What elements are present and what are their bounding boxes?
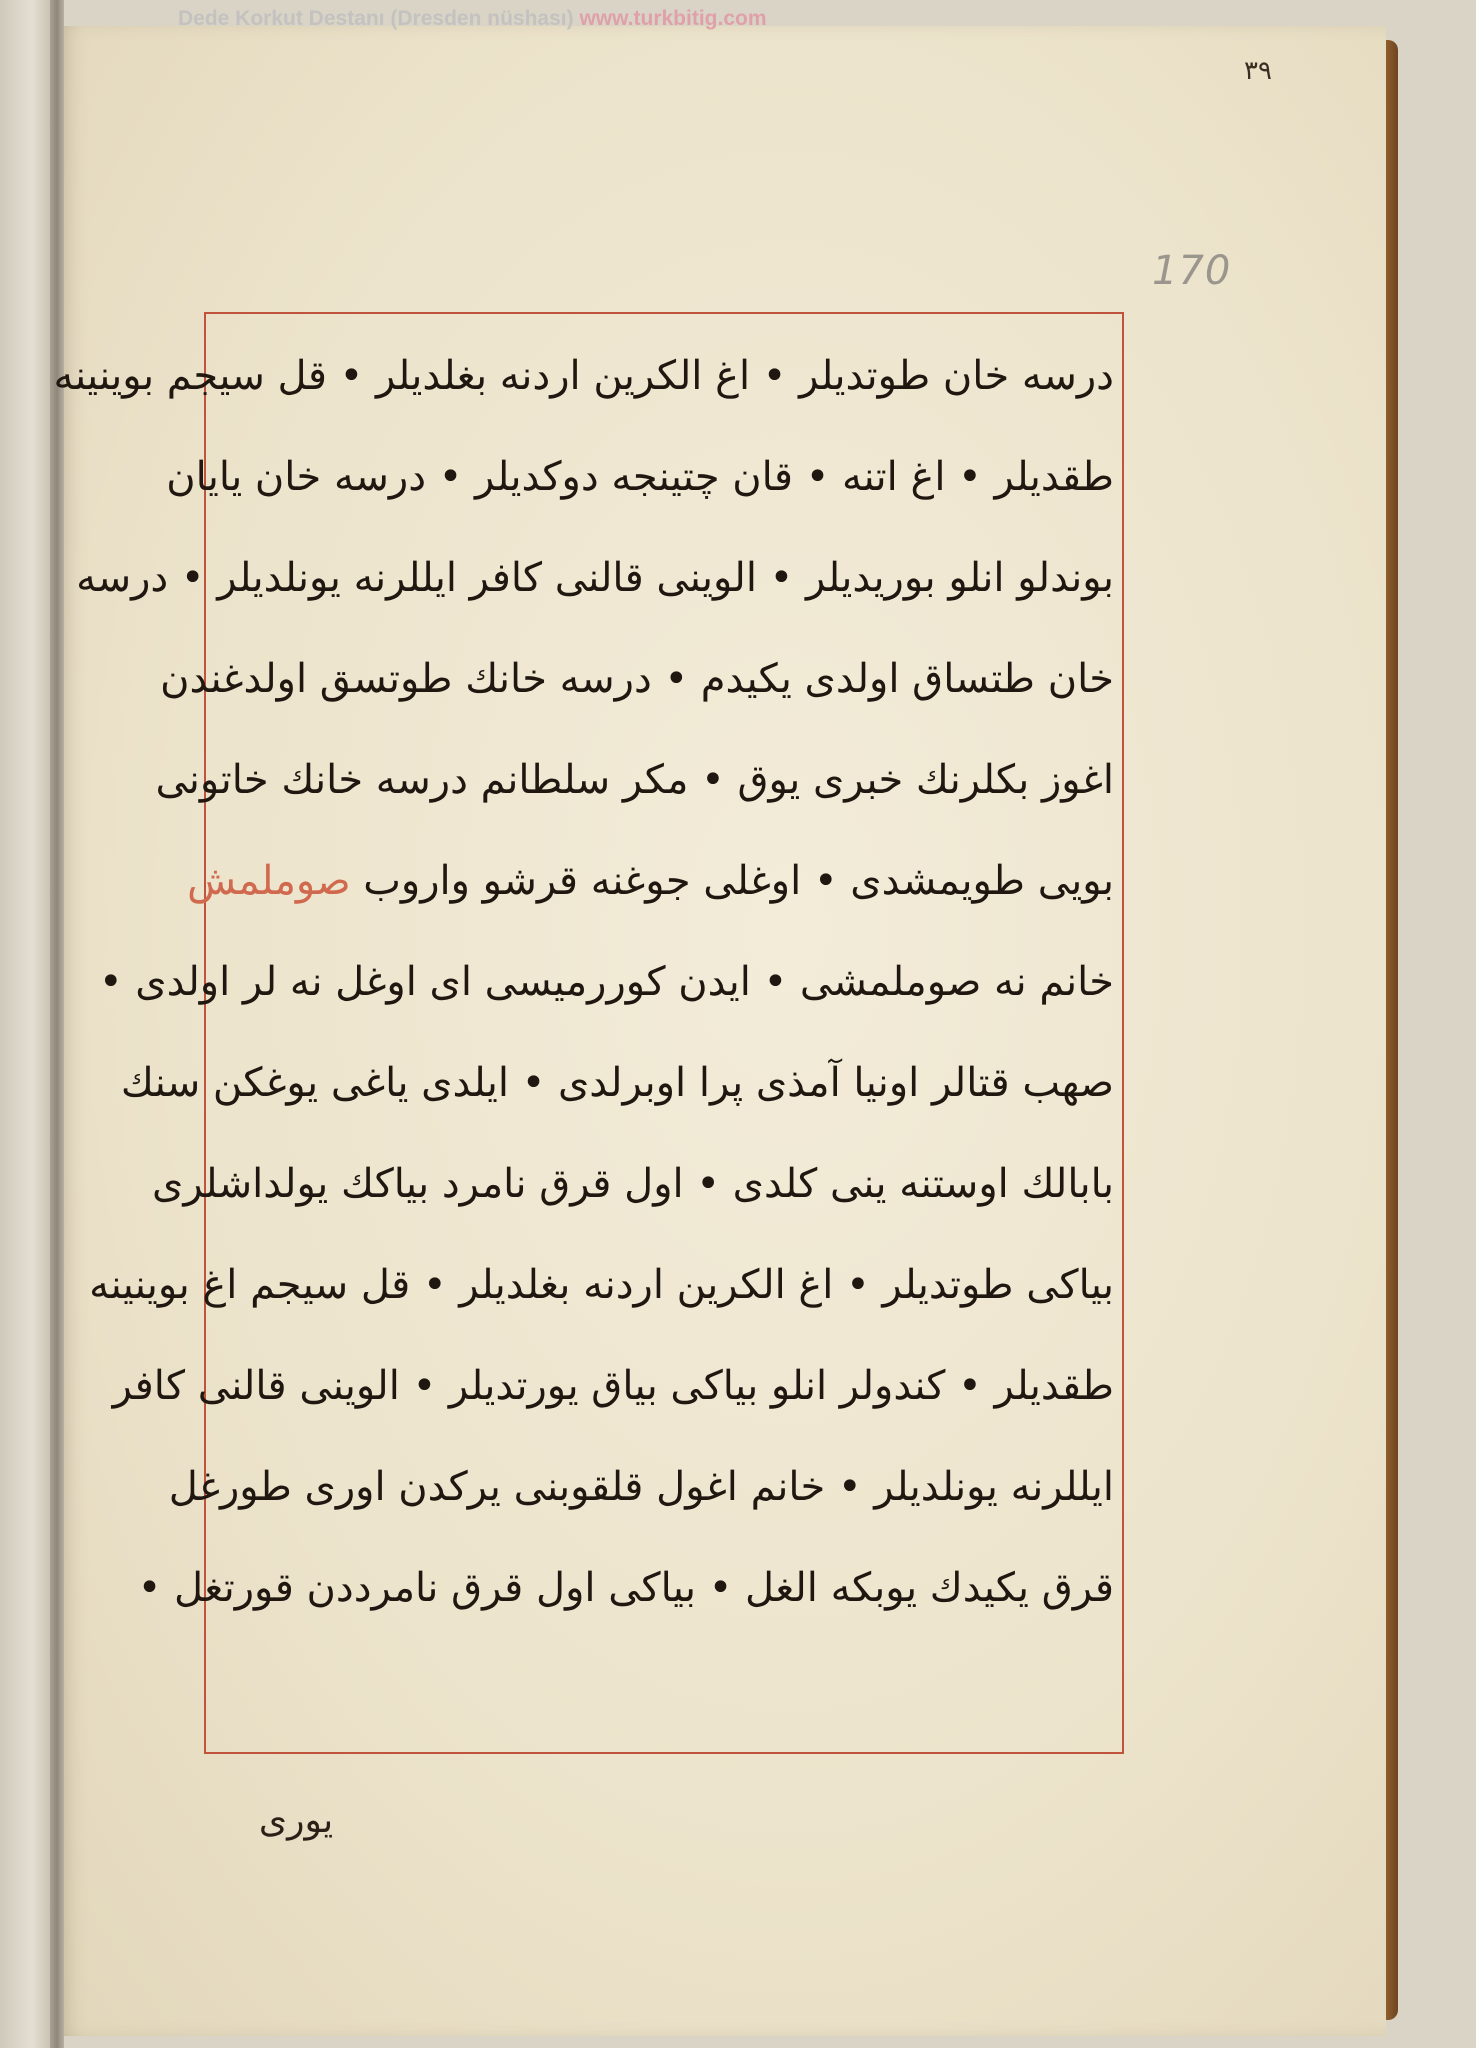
watermark-title: Dede Korkut Destanı (Dresden nüshası): [178, 7, 574, 30]
manuscript-text: [53, 326, 1114, 1736]
text-line-with-rubric: [187, 831, 1114, 932]
text-line: طقدیلر • كندولر انلو بیاكی بیاق یورتدیلر • الوینی قالنی كافر: [112, 1363, 1114, 1409]
pencil-folio-number: 170: [1152, 248, 1232, 294]
watermark-link[interactable]: www.turkbitig.com: [579, 7, 767, 30]
text-line: بوندلو انلو بوریدیلر • الوینی قالنی كافر ایللرنه یونلدیلر • درسه: [76, 555, 1114, 601]
text-line: طقدیلر • اغ اتنه • قان چتینجه دوكدیلر • درسه خان یایان: [166, 454, 1114, 500]
text-line: بیاكی طوتدیلر • اغ الكرین اردنه بغلدیلر • قل سیجم اغ بوینینه: [89, 1262, 1114, 1308]
text-line: درسه خان طوتدیلر • اغ الكرین اردنه بغلدیلر • قل سیجم بوینینه: [53, 353, 1114, 399]
text-line: صهب قتالر اونیا آمذی پرا اوبرلدی • ایلدی یاغی یوغكن سنك: [120, 1060, 1114, 1106]
catchword: یوری: [258, 1800, 334, 1841]
text-line: ایللرنه یونلدیلر • خانم اغول قلقوبنی یركدن اوری طورغل: [168, 1464, 1114, 1510]
text-line: قرق یكیدك یوبكه الغل • بیاكی اول قرق نامرددن قورتغل •: [137, 1565, 1114, 1611]
text-line: خان طتساق اولدی یكیدم • درسه خانك طوتسق اولدغندن: [160, 656, 1114, 702]
text-line: بابالك اوستنه ینی كلدی • اول قرق نامرد بیاكك یولداشلری: [152, 1161, 1114, 1207]
text-line: خانم نه صوملمشی • ایدن كوررمیسی ای اوغل نه لر اولدی •: [98, 959, 1114, 1005]
text-line: اغوز بكلرنك خبری یوق • مكر سلطانم درسه خانك خاتونی: [155, 757, 1114, 803]
watermark: [178, 4, 767, 34]
page-number: ٣٩: [1244, 56, 1272, 86]
text-segment: بویی طویمشدی • اوغلی جوغنه قرشو واروب: [363, 858, 1114, 904]
book-gutter: [50, 0, 64, 2048]
rubric-word: صوملمش: [187, 858, 351, 904]
text-line: [214, 1639, 1114, 1740]
